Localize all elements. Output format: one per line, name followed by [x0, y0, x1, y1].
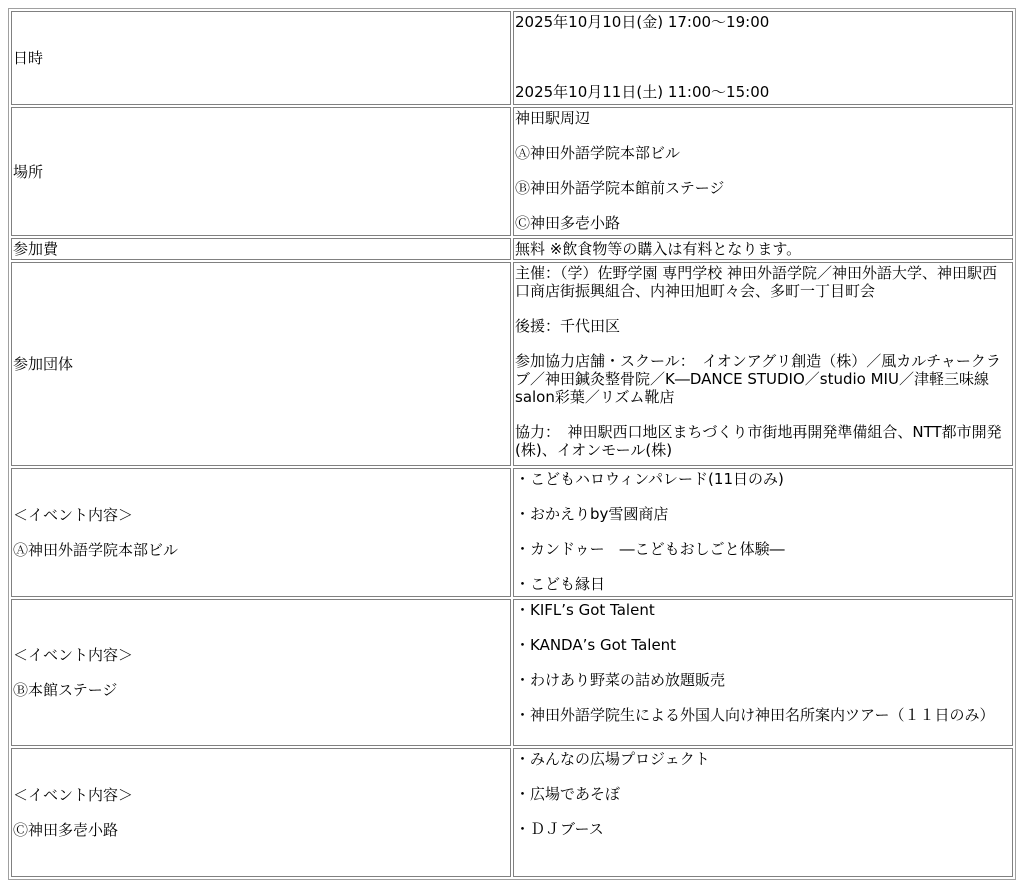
event-a-line-4: ・こども縁日	[515, 575, 606, 593]
event-b-line-1: ・KIFL’s Got Talent	[515, 601, 655, 619]
event-b-label	[11, 599, 511, 746]
groups-label-text: 参加団体	[13, 355, 74, 373]
fee-label	[11, 238, 511, 260]
datetime-value	[513, 11, 1013, 105]
place-label-text: 場所	[13, 162, 44, 181]
groups-value	[513, 262, 1013, 466]
row-event-a	[11, 468, 1013, 597]
groups-line-3: 参加協力店舗・スクール： イオンアグリ創造（株）／風カルチャークラブ／神田鍼灸整骨院／K―DANCE STUDIO／studio MIU／津軽三味線salon彩葉／リズム靴店	[515, 352, 1001, 406]
fee-value	[513, 238, 1013, 260]
place-line-3: Ⓑ神田外語学院本館前ステージ	[515, 179, 725, 197]
datetime-line-1: 2025年10月10日(金) 17:00～19:00	[515, 13, 770, 31]
place-label	[11, 107, 511, 236]
row-fee	[11, 238, 1013, 260]
event-c-label-venue: Ⓒ神田多壱小路	[13, 821, 119, 839]
event-info-table	[8, 8, 1016, 880]
place-line-1: 神田駅周辺	[515, 109, 591, 127]
event-a-label	[11, 468, 511, 597]
event-b-line-3: ・わけあり野菜の詰め放題販売	[515, 671, 726, 689]
row-groups	[11, 262, 1013, 466]
event-c-line-1: ・みんなの広場プロジェクト	[515, 750, 710, 768]
groups-line-4: 協力： 神田駅西口地区まちづくり市街地再開発準備組合、NTT都市開発(株)、イオンモール(株)	[515, 423, 1002, 459]
event-a-line-3: ・カンドゥー ―こどもおしごと体験―	[515, 540, 785, 558]
row-event-b	[11, 599, 1013, 746]
place-line-4: Ⓒ神田多壱小路	[515, 214, 621, 232]
datetime-line-2: 2025年10月11日(土) 11:00～15:00	[515, 83, 770, 101]
datetime-label-text: 日時	[13, 49, 44, 67]
event-a-label-venue: Ⓐ神田外語学院本部ビル	[13, 541, 179, 559]
event-c-line-3: ・ＤＪブース	[515, 820, 604, 838]
event-b-line-4: ・神田外語学院生による外国人向け神田名所案内ツアー（１１日のみ）	[515, 706, 995, 724]
event-a-label-title: ＜イベント内容＞	[13, 506, 134, 524]
fee-label-text: 参加費	[13, 240, 59, 258]
event-b-label-title: ＜イベント内容＞	[13, 646, 134, 664]
fee-line-1: 無料 ※飲食物等の購入は有料となります。	[515, 240, 802, 258]
event-c-line-2: ・広場であそぼ	[515, 785, 621, 803]
place-line-2: Ⓐ神田外語学院本部ビル	[515, 144, 681, 162]
row-event-c	[11, 748, 1013, 877]
row-datetime	[11, 11, 1013, 105]
groups-label	[11, 262, 511, 466]
row-place	[11, 107, 1013, 236]
event-b-value	[513, 599, 1013, 746]
place-value	[513, 107, 1013, 236]
event-a-line-2: ・おかえりby雪國商店	[515, 505, 669, 523]
groups-line-1: 主催：（学）佐野学園 専門学校 神田外語学院／神田外語大学、神田駅西口商店街振興組合、内神田旭町々会、多町一丁目町会	[515, 264, 998, 300]
event-b-label-venue: Ⓑ本館ステージ	[13, 681, 118, 699]
event-a-line-1: ・こどもハロウィンパレード(11日のみ)	[515, 470, 784, 488]
event-c-label	[11, 748, 511, 877]
event-a-value	[513, 468, 1013, 597]
datetime-label	[11, 11, 511, 105]
groups-line-2: 後援：千代田区	[515, 317, 621, 335]
event-b-line-2: ・KANDA’s Got Talent	[515, 636, 677, 654]
event-c-value	[513, 748, 1013, 877]
event-c-label-title: ＜イベント内容＞	[13, 786, 134, 804]
